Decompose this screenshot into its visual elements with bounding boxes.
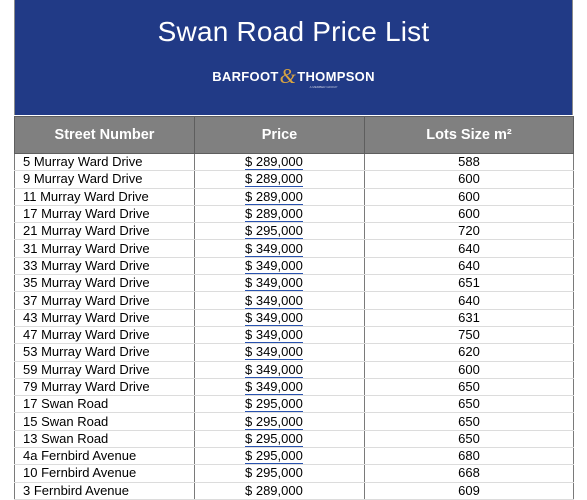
street-number-cell: 53 Murray Ward Drive	[15, 344, 195, 361]
lot-size-cell: 640	[365, 292, 574, 309]
table-header-row	[15, 117, 574, 154]
street-number-cell: 17 Murray Ward Drive	[15, 205, 195, 222]
lot-size-cell: 650	[365, 430, 574, 447]
column-header-lot-size: Lots Size m²	[365, 117, 574, 154]
brand-logo	[15, 62, 572, 89]
price-cell[interactable]	[195, 223, 365, 240]
price-link[interactable]: $ 295,000	[245, 413, 303, 429]
logo-text-right: THOMPSON	[297, 69, 375, 84]
lot-size-cell: 588	[365, 154, 574, 171]
price-cell[interactable]	[195, 275, 365, 292]
street-number-cell: 5 Murray Ward Drive	[15, 154, 195, 171]
table-row	[15, 378, 574, 395]
price-cell[interactable]	[195, 413, 365, 430]
street-number-cell: 13 Swan Road	[15, 430, 195, 447]
table-row	[15, 275, 574, 292]
column-header-street: Street Number	[15, 117, 195, 154]
lot-size-cell: 720	[365, 223, 574, 240]
table-row	[15, 448, 574, 465]
price-cell[interactable]	[195, 448, 365, 465]
street-number-cell: 79 Murray Ward Drive	[15, 378, 195, 395]
logo-ampersand: &	[279, 64, 297, 88]
table-row	[15, 344, 574, 361]
price-link[interactable]: $ 349,000	[245, 344, 303, 360]
table-row	[15, 413, 574, 430]
logo-text-left: BARFOOT	[212, 69, 279, 84]
table-row	[15, 482, 574, 499]
price-cell	[195, 465, 365, 482]
header-banner	[14, 0, 573, 115]
table-row	[15, 171, 574, 188]
lot-size-cell: 750	[365, 326, 574, 343]
price-link[interactable]: $ 289,000	[245, 206, 303, 222]
column-header-price: Price	[195, 117, 365, 154]
lot-size-cell: 609	[365, 482, 574, 499]
lot-size-cell: 631	[365, 309, 574, 326]
table-row	[15, 257, 574, 274]
price-cell[interactable]	[195, 240, 365, 257]
street-number-cell: 21 Murray Ward Drive	[15, 223, 195, 240]
street-number-cell: 4a Fernbird Avenue	[15, 448, 195, 465]
street-number-cell: 11 Murray Ward Drive	[15, 188, 195, 205]
price-link[interactable]: $ 295,000	[245, 430, 303, 446]
price-link[interactable]: $ 349,000	[245, 361, 303, 377]
price-cell[interactable]	[195, 396, 365, 413]
street-number-cell: 35 Murray Ward Drive	[15, 275, 195, 292]
table-row	[15, 465, 574, 482]
lot-size-cell: 650	[365, 396, 574, 413]
price-cell[interactable]	[195, 344, 365, 361]
street-number-cell: 9 Murray Ward Drive	[15, 171, 195, 188]
table-row	[15, 292, 574, 309]
street-number-cell: 37 Murray Ward Drive	[15, 292, 195, 309]
price-cell[interactable]	[195, 154, 365, 171]
price-cell[interactable]	[195, 257, 365, 274]
street-number-cell: 10 Fernbird Avenue	[15, 465, 195, 482]
lot-size-cell: 620	[365, 344, 574, 361]
lot-size-cell: 668	[365, 465, 574, 482]
table-row	[15, 396, 574, 413]
street-number-cell: 15 Swan Road	[15, 413, 195, 430]
street-number-cell: 31 Murray Ward Drive	[15, 240, 195, 257]
price-link[interactable]: $ 349,000	[245, 309, 303, 325]
price-link[interactable]: $ 349,000	[245, 327, 303, 343]
table-row	[15, 154, 574, 171]
lot-size-cell: 600	[365, 188, 574, 205]
logo-tagline: A MEMBER GROUP	[309, 85, 338, 89]
lot-size-cell: 651	[365, 275, 574, 292]
street-number-cell: 17 Swan Road	[15, 396, 195, 413]
lot-size-cell: 600	[365, 361, 574, 378]
price-link[interactable]: $ 349,000	[245, 275, 303, 291]
table-row	[15, 240, 574, 257]
price-cell[interactable]	[195, 361, 365, 378]
price-cell[interactable]	[195, 188, 365, 205]
price-link[interactable]: $ 349,000	[245, 292, 303, 308]
price-cell[interactable]	[195, 378, 365, 395]
lot-size-cell: 680	[365, 448, 574, 465]
price-text: $ 295,000	[245, 465, 303, 481]
price-link[interactable]: $ 295,000	[245, 223, 303, 239]
street-number-cell: 33 Murray Ward Drive	[15, 257, 195, 274]
lot-size-cell: 640	[365, 257, 574, 274]
lot-size-cell: 600	[365, 171, 574, 188]
price-table	[14, 116, 574, 500]
street-number-cell: 47 Murray Ward Drive	[15, 326, 195, 343]
table-row	[15, 361, 574, 378]
price-link[interactable]: $ 289,000	[245, 171, 303, 187]
lot-size-cell: 650	[365, 378, 574, 395]
table-row	[15, 309, 574, 326]
street-number-cell: 3 Fernbird Avenue	[15, 482, 195, 499]
table-row	[15, 326, 574, 343]
table-body	[15, 154, 574, 500]
table-row	[15, 188, 574, 205]
price-cell[interactable]	[195, 292, 365, 309]
table-row	[15, 430, 574, 447]
price-link[interactable]: $ 295,000	[245, 396, 303, 412]
lot-size-cell: 650	[365, 413, 574, 430]
price-link[interactable]: $ 349,000	[245, 240, 303, 256]
price-cell[interactable]	[195, 171, 365, 188]
price-cell[interactable]	[195, 430, 365, 447]
price-cell[interactable]	[195, 205, 365, 222]
street-number-cell: 59 Murray Ward Drive	[15, 361, 195, 378]
price-link[interactable]: $ 289,000	[245, 154, 303, 170]
price-link[interactable]: $ 289,000	[245, 188, 303, 204]
price-link[interactable]: $ 295,000	[245, 448, 303, 464]
price-text: $ 289,000	[245, 482, 303, 498]
table-row	[15, 205, 574, 222]
lot-size-cell: 640	[365, 240, 574, 257]
price-cell	[195, 482, 365, 499]
price-link[interactable]: $ 349,000	[245, 257, 303, 273]
street-number-cell: 43 Murray Ward Drive	[15, 309, 195, 326]
table-row	[15, 223, 574, 240]
page-title: Swan Road Price List	[157, 16, 430, 47]
price-link[interactable]: $ 349,000	[245, 379, 303, 394]
lot-size-cell: 600	[365, 205, 574, 222]
price-cell[interactable]	[195, 326, 365, 343]
price-cell[interactable]	[195, 309, 365, 326]
